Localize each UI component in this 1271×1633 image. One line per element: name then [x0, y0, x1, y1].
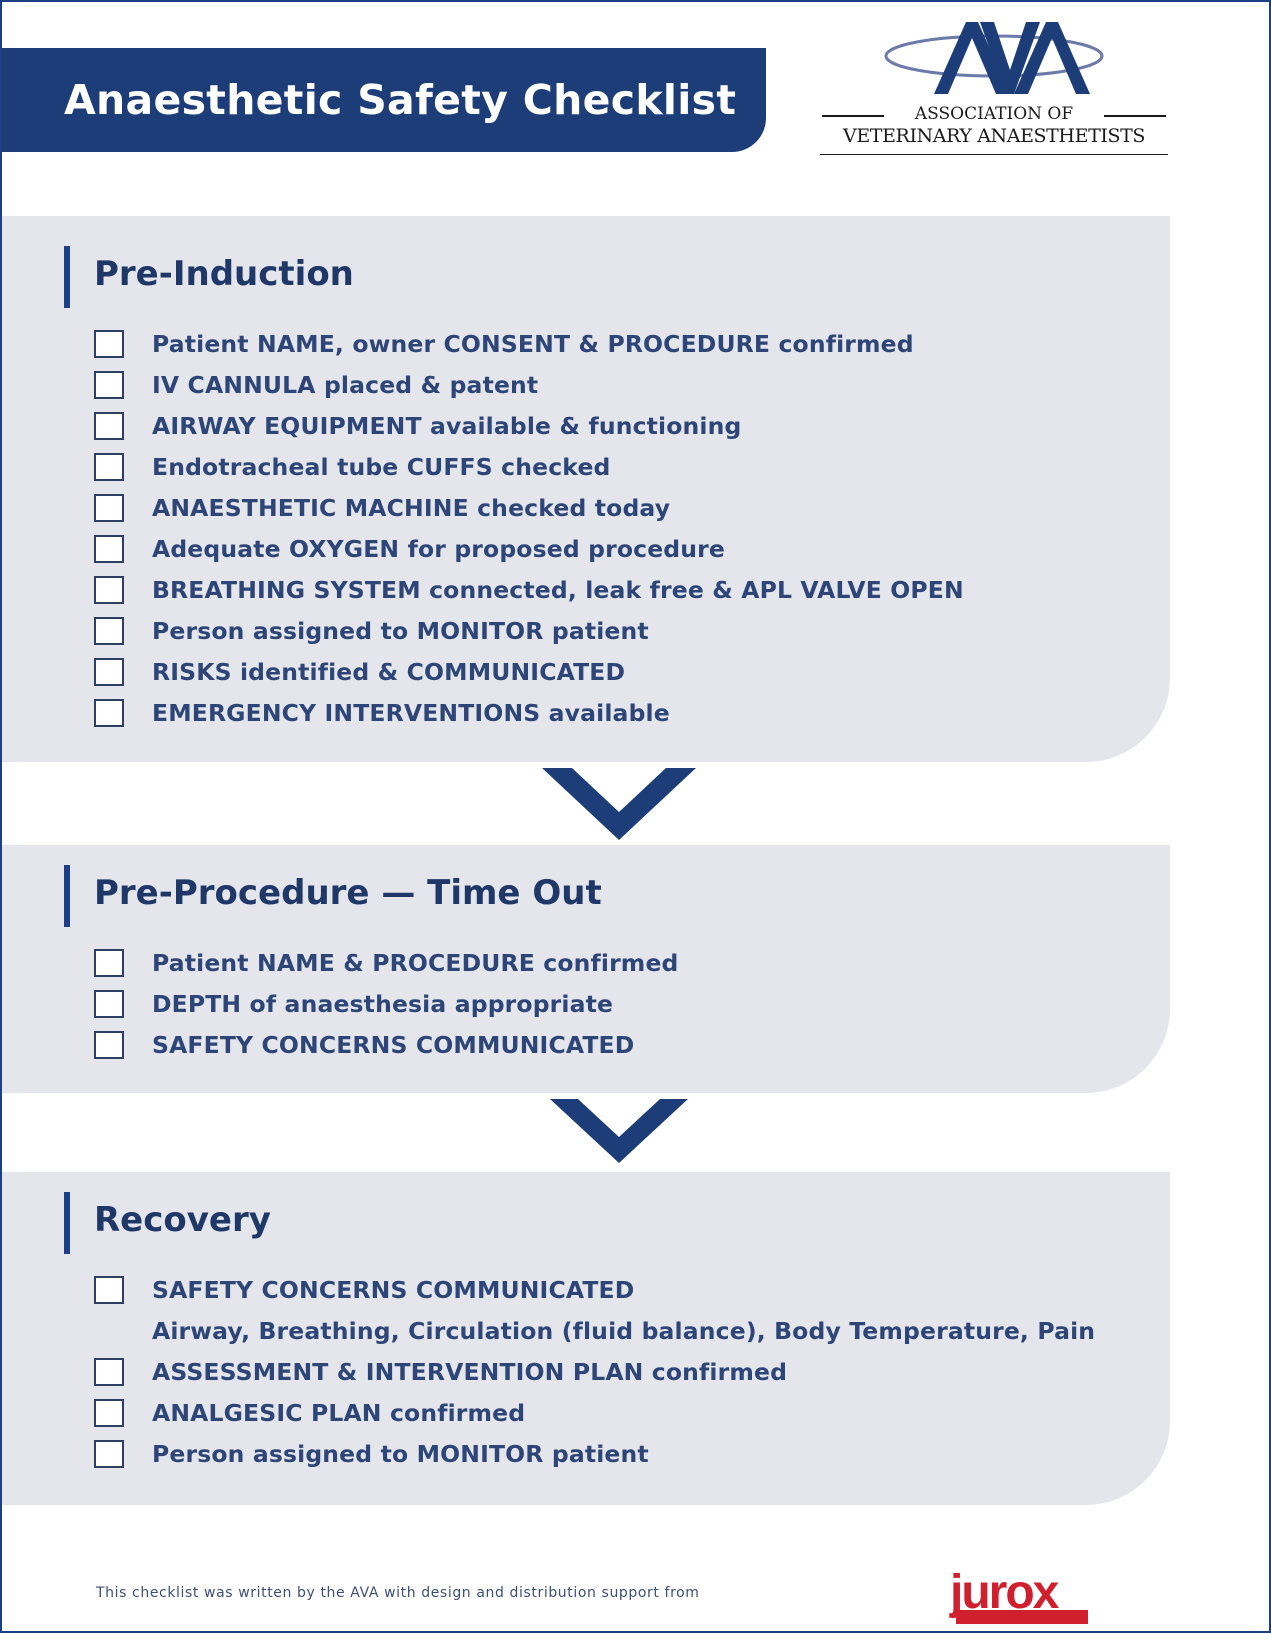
checklist-item[interactable] — [94, 983, 679, 1024]
checkbox[interactable] — [94, 412, 124, 440]
item-label: ANALGESIC PLAN confirmed — [152, 1398, 526, 1427]
checklist-item[interactable] — [94, 692, 964, 733]
section-item-list — [94, 323, 964, 733]
checklist-item[interactable] — [94, 1392, 1095, 1433]
checklist-item[interactable] — [94, 1024, 679, 1065]
item-label: Adequate OXYGEN for proposed procedure — [152, 534, 725, 563]
item-note-label: Airway, Breathing, Circulation (fluid balance), Body Temperature, Pain — [152, 1316, 1096, 1345]
checklist-item[interactable] — [94, 364, 964, 405]
section-accent-bar — [64, 246, 70, 308]
section-recovery — [2, 1172, 1170, 1505]
section-accent-bar — [64, 865, 70, 927]
section-pre-induction — [2, 216, 1170, 762]
jurox-wordmark: jurox — [950, 1566, 1058, 1619]
item-label: DEPTH of anaesthesia appropriate — [152, 989, 614, 1018]
footer-credit: This checklist was written by the AVA with design and distribution support from — [96, 1585, 700, 1601]
checklist-item[interactable] — [94, 1351, 1095, 1392]
checklist-item[interactable] — [94, 569, 964, 610]
checkbox[interactable] — [94, 1358, 124, 1386]
item-label: RISKS identified & COMMUNICATED — [152, 657, 626, 686]
checklist-item[interactable] — [94, 405, 964, 446]
checkbox[interactable] — [94, 1031, 124, 1059]
item-label: Person assigned to MONITOR patient — [152, 616, 649, 645]
logo-text-association: ASSOCIATION OF — [914, 104, 1074, 124]
checkbox[interactable] — [94, 699, 124, 727]
checkbox[interactable] — [94, 576, 124, 604]
section-title: Pre-Procedure — Time Out — [94, 873, 602, 913]
checklist-item[interactable] — [94, 323, 964, 364]
checkbox[interactable] — [94, 371, 124, 399]
checklist-item[interactable] — [94, 487, 964, 528]
checkbox[interactable] — [94, 453, 124, 481]
checkbox[interactable] — [94, 1276, 124, 1304]
chevron-down-icon — [542, 1099, 696, 1163]
item-label: Endotracheal tube CUFFS checked — [152, 452, 611, 481]
ava-logo-mark-icon — [814, 8, 1174, 104]
item-label: BREATHING SYSTEM connected, leak free & APL VALVE OPEN — [152, 575, 964, 604]
checkbox[interactable] — [94, 658, 124, 686]
ava-logo — [814, 8, 1174, 158]
item-label: Patient NAME, owner CONSENT & PROCEDURE confirmed — [152, 329, 914, 358]
chevron-down-icon — [542, 768, 696, 840]
title-banner — [2, 48, 766, 152]
checkbox[interactable] — [94, 535, 124, 563]
section-accent-bar — [64, 1192, 70, 1254]
item-label: AIRWAY EQUIPMENT available & functioning — [152, 411, 742, 440]
item-label: Patient NAME & PROCEDURE confirmed — [152, 948, 679, 977]
section-title: Recovery — [94, 1200, 271, 1240]
item-label: IV CANNULA placed & patent — [152, 370, 539, 399]
section-item-list — [94, 1269, 1095, 1474]
logo-text-veterinary: VETERINARY ANAESTHETISTS — [843, 125, 1145, 147]
item-label: ASSESSMENT & INTERVENTION PLAN confirmed — [152, 1357, 788, 1386]
item-label: ANAESTHETIC MACHINE checked today — [152, 493, 671, 522]
checklist-item[interactable] — [94, 446, 964, 487]
checklist-item[interactable] — [94, 942, 679, 983]
section-item-list — [94, 942, 679, 1065]
section-title: Pre-Induction — [94, 254, 354, 294]
logo-rule-bottom — [820, 154, 1168, 155]
checklist-item-note — [94, 1310, 1095, 1351]
item-label: SAFETY CONCERNS COMMUNICATED — [152, 1275, 635, 1304]
checkbox[interactable] — [94, 617, 124, 645]
item-label: SAFETY CONCERNS COMMUNICATED — [152, 1030, 635, 1059]
checklist-item[interactable] — [94, 651, 964, 692]
checkbox[interactable] — [94, 1440, 124, 1468]
section-pre-procedure — [2, 845, 1170, 1093]
checklist-item[interactable] — [94, 1433, 1095, 1474]
checklist-item[interactable] — [94, 528, 964, 569]
page-title: Anaesthetic Safety Checklist — [64, 76, 737, 124]
checklist-item[interactable] — [94, 610, 964, 651]
item-label: EMERGENCY INTERVENTIONS available — [152, 698, 670, 727]
checkbox[interactable] — [94, 330, 124, 358]
item-label: Person assigned to MONITOR patient — [152, 1439, 649, 1468]
checkbox[interactable] — [94, 990, 124, 1018]
checkbox[interactable] — [94, 494, 124, 522]
checkbox[interactable] — [94, 1399, 124, 1427]
jurox-logo — [944, 1558, 1094, 1628]
checkbox[interactable] — [94, 949, 124, 977]
checklist-item[interactable] — [94, 1269, 1095, 1310]
